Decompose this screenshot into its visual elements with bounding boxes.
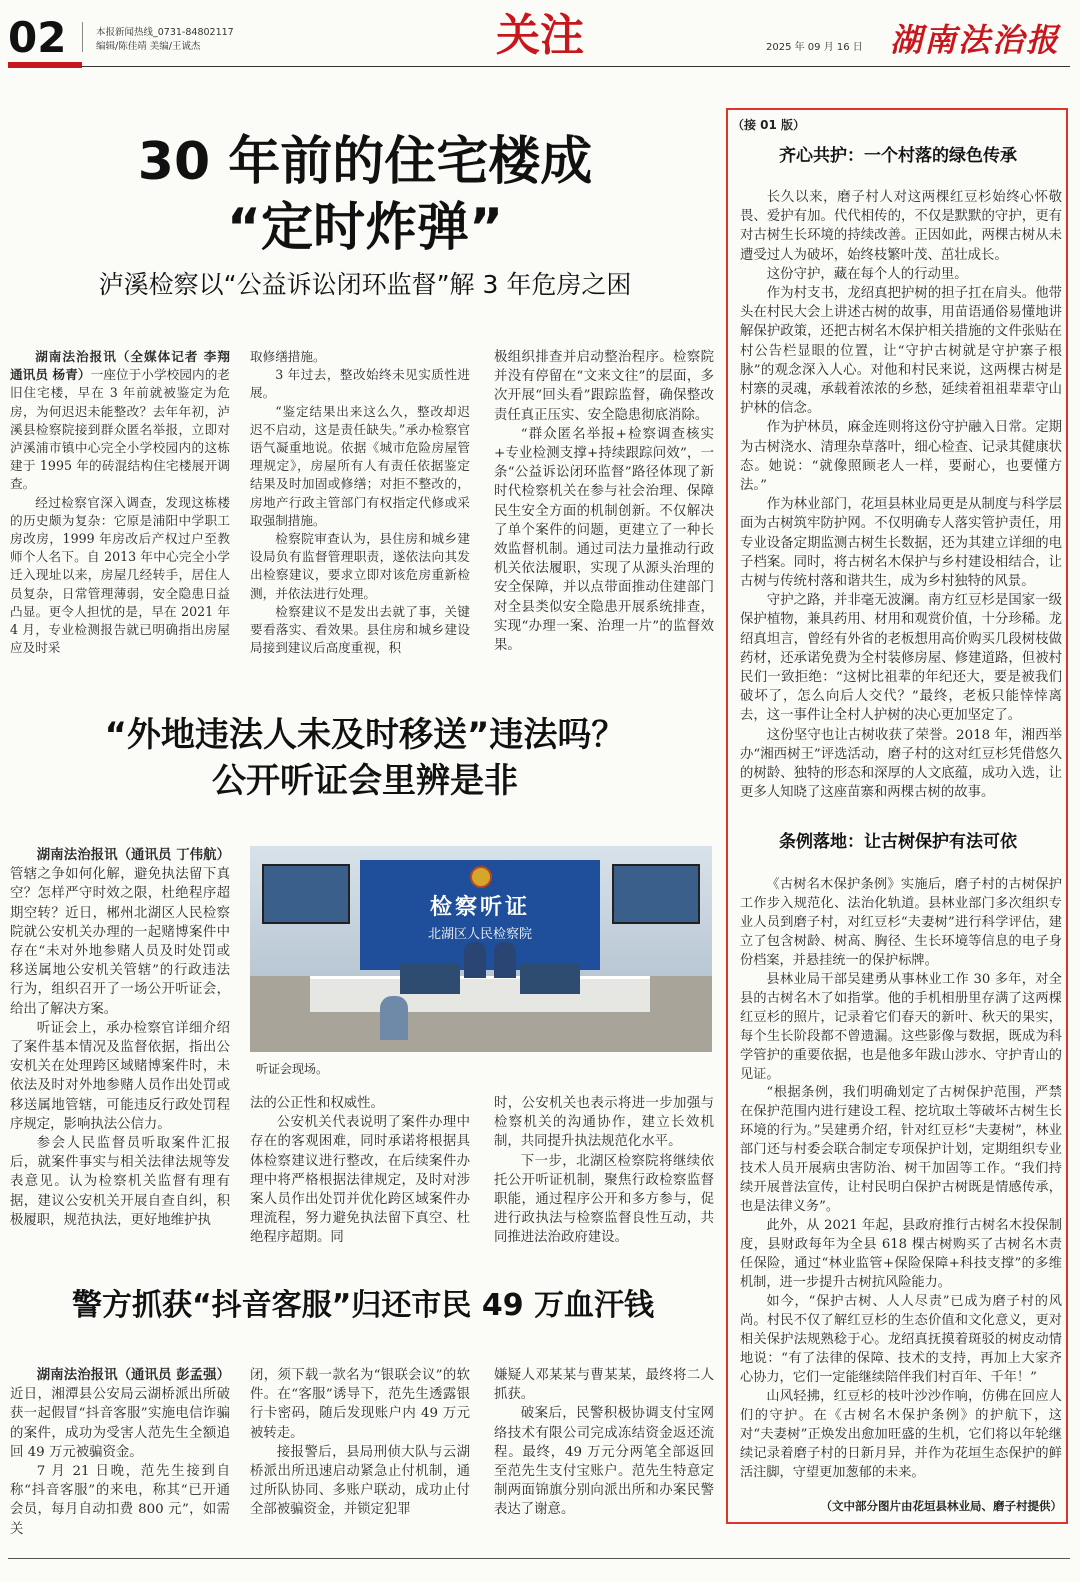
- photo-caption: 听证会现场。: [256, 1062, 329, 1076]
- sidebar-paragraph: 山风轻拂，红豆杉的枝叶沙沙作响，仿佛在回应人们的守护。在《古树名木保护条例》的护航下，这对“夫妻树”正焕发出愈加旺盛的生机，它们将以年轮继续记录着磨子村的日新月异，并作为花垣生态保护的鲜活注脚，守望更加葱郁的未来。: [740, 1388, 1062, 1480]
- emblem-icon: [470, 866, 492, 888]
- article1-paragraph: 一座位于小学校园内的老旧住宅楼，早在 3 年前就被鉴定为危房，为何迟迟未能整改？去年年初，泸溪县检察院接到群众匿名举报，立即对泸溪浦市镇中心完全小学校园内的这栋建于 1995 年的砖混结构住宅楼展开调查。: [10, 367, 231, 492]
- article1-column-1: [10, 348, 230, 657]
- article3-paragraph: 闭，须下载一款名为“银联会议”的软件。在“客服”诱导下，范先生透露银行卡密码，随后发现账户内 49 万元被转走。: [250, 1368, 470, 1441]
- article1-paragraph: 检察院审查认为，县住房和城乡建设局负有监督管理职责，遂依法向其发出检察建议，要求立即对该危房重新检测，并依法进行处理。: [250, 531, 470, 601]
- sidebar-paragraph: 长久以来，磨子村人对这两棵红豆杉始终心怀敬畏、爱护有加。代代相传的，不仅是默默的守护，更有对古树生长环境的持续改善。正因如此，两棵古树从未遭受过人为破坏，始终枝繁叶茂、茁壮成长。: [740, 190, 1062, 263]
- sidebar-paragraph: 作为护林员，麻金连则将这份守护融入日常。定期为古树浇水、清理杂草落叶，细心检查、记录其健康状态。她说：“就像照顾老人一样，要耐心，也要懂方法。”: [740, 420, 1062, 494]
- sidebar-section-1: [740, 188, 1062, 803]
- article1-paragraph: 取修缮措施。: [250, 349, 326, 364]
- photo-person: [464, 942, 486, 978]
- hearing-photo: [250, 846, 712, 1052]
- page-number: 02: [8, 13, 67, 62]
- masthead-divider: [82, 22, 83, 52]
- article3-column-3: [494, 1366, 714, 1520]
- article2-paragraph: 参会人民监督员听取案件汇报后，就案件事实与相关法律法规等发表意见。认为检察机关监督有理有据，建议公安机关开展自查自纠，积极履职，规范执法，更好地维护执: [10, 1136, 230, 1228]
- article3-column-2: [250, 1366, 470, 1520]
- sidebar-paragraph: “根据条例，我们明确划定了古树保护范围，严禁在保护范围内进行建设工程、挖坑取土等破坏古树生长环境的行为。”吴建勇介绍，针对红豆杉“夫妻树”，林业部门还与村委会联合制定专项保护计划，定期组织专业技术人员开展病虫害防治、树干加固等工作。“我们持续开展普法宣传，让村民明白保护古树既是情感传承，也是法律义务”。: [740, 1085, 1062, 1215]
- article1-paragraph: 3 年过去，整改始终未见实质性进展。: [250, 367, 470, 401]
- article1-paragraph: 检察建议不是发出去就了事，关键要看落实、看效果。县住房和城乡建设局接到建议后高度重视，积: [250, 603, 470, 656]
- article1-column-2: [250, 348, 470, 657]
- article1-paragraph: 经过检察官深入调查，发现这栋楼的历史颇为复杂：它原是浦阳中学职工房改房，1999 年房改后产权过户至教师个人名下。自 2013 年中心完全小学迁入现址以来，房屋几经转手，居住人员复杂，日常管理薄弱，安全隐患日益凸显。更令人担忧的是，早在 2021 年 4 月，专业检测报告就已明确指出房屋应及时采: [10, 494, 230, 656]
- sidebar-paragraph: 如今，“保护古树、人人尽责”已成为磨子村的风尚。村民不仅了解红豆杉的生态价值和文化意义，更对相关保护法规熟稔于心。龙绍真抚摸着斑驳的树皮动情地说：“有了法律的保障、技术的支持，再加上大家齐心协力，它们一定能继续陪伴我们村百年、千年！”: [740, 1293, 1062, 1385]
- article2-column-2: [250, 1094, 470, 1248]
- continued-label: （接 01 版）: [732, 118, 806, 132]
- sidebar-paragraph: 作为林业部门，花垣县林业局更是从制度与科学层面为古树筑牢防护网。不仅明确专人落实管护责任，用专业设备定期监测古树生长数据，还为其建立详细的电子档案。同时，将古树名木保护与乡村建设相结合，让古树与传统村落和谐共生，成为乡村独特的风景。: [740, 497, 1062, 590]
- photo-screen-right: [612, 864, 700, 924]
- photo-person: [380, 996, 408, 1040]
- article1-paragraph: “群众匿名举报+检察调查核实+专业检测支撑+持续跟踪问效”，一条“公益诉讼闭环监督”路径体现了新时代检察机关在参与社会治理、保障民生安全方面的机制创新。不仅解决了单个案件的问题，更建立了一种长效监督机制。通过司法力量推动行政机关依法履职，实现了从源头治理的安全保障，并以点带面推动住建部门对全县类似安全隐患开展系统排查，实现“办理一案、治理一片”的监督效果。: [494, 426, 714, 654]
- photo-sign: 检察听证: [429, 895, 530, 920]
- article2-paragraph: 公安机关代表说明了案件办理中存在的客观困难，同时承诺将根据具体检察建议进行整改，在后续案件办理中将严格根据法律规定，及时对涉案人员作出处罚并优化跨区域案件办理流程，努力避免执法留下真空、杜绝程序超期。同: [250, 1115, 470, 1246]
- article1-paragraph: 极组织排查并启动整治程序。检察院并没有停留在“文来文往”的层面，多次开展“回头看”跟踪监督，确保整改责任真正压实、安全隐患彻底消除。: [494, 350, 714, 423]
- article1-byline: 湖南法治报讯（全媒体记者 李翔 通讯员 杨青）: [10, 349, 230, 383]
- page-bottom-rule: [8, 1558, 1070, 1559]
- sidebar-paragraph: 这份守护，藏在每个人的行动里。: [766, 266, 968, 282]
- sidebar-heading-1: 齐心共护：一个村落的绿色传承: [779, 146, 1017, 166]
- photo-table: [310, 976, 650, 1012]
- sidebar-paragraph: 这份坚守也让古树收获了荣誉。2018 年，湘西举办“湘西树王”评选活动，磨子村的这对红豆杉凭借悠久的树龄、独特的形态和深厚的人文底蕴，成功入选，让更多人知晓了这座苗寨和两棵古树的故事。: [740, 727, 1062, 801]
- article2-headline-line1: “外地违法人未及时移送”违法吗？: [104, 715, 626, 755]
- article1-headline-line2: “定时炸弹”: [226, 198, 504, 258]
- sidebar-paragraph: 县林业局干部吴建勇从事林业工作 30 多年，对全县的古树名木了如指掌。他的手机相册里存满了这两棵红豆杉的照片，记录着它们春天的新叶、秋天的果实，每个生长阶段都不曾遗漏。这些影像与数据，既成为科学管护的重要依据，也是他多年跋山涉水、守护青山的见证。: [740, 971, 1062, 1082]
- article2-paragraph: 听证会上，承办检察官详细介绍了案件基本情况及监督依据，指出公安机关在处理跨区域赌博案件时，未依法及时对外地参赌人员作出处罚或移送属地管辖，可能违反行政处罚程序规定，影响执法公信力。: [10, 1020, 230, 1132]
- photo-monitors: [520, 964, 580, 994]
- paper-name-logo: 湖南法治报: [890, 21, 1061, 59]
- article2-paragraph: 时，公安机关也表示将进一步加强与检察机关的沟通协作，建立长效机制，共同提升执法规范化水平。: [494, 1096, 714, 1150]
- section-title: 关注: [496, 10, 584, 61]
- article3-paragraph: 嫌疑人邓某某与曹某某，最终将二人抓获。: [494, 1368, 714, 1403]
- article2-headline-line2: 公开听证会里辨是非: [212, 761, 518, 801]
- article3-paragraph: 接报警后，县局刑侦大队与云湖桥派出所迅速启动紧急止付机制，通过所队协同、多账户联动，成功止付全部被骗资金，并锁定犯罪: [250, 1444, 470, 1518]
- article2-column-1: [10, 846, 230, 1230]
- article3-paragraph: 破案后，民警积极协调支付宝网络技术有限公司完成冻结资金返还流程。最终，49 万元分两笔全部返回至范先生支付宝账户。范先生特意定制两面锦旗分别向派出所和办案民警表达了谢意。: [494, 1406, 714, 1518]
- article2-byline: 湖南法治报讯（通讯员 丁伟航）: [36, 848, 230, 863]
- photo-subsign: 北湖区人民检察院: [427, 927, 532, 942]
- article1-headline-line1: 30 年前的住宅楼成: [137, 132, 593, 192]
- masthead-rule: [82, 66, 1070, 67]
- article3-byline: 湖南法治报讯（通讯员 彭孟强）: [36, 1368, 230, 1383]
- article1-paragraph: “鉴定结果出来这么久，整改却迟迟不启动，这是责任缺失。”承办检察官语气凝重地说。依据《城市危险房屋管理规定》，房屋所有人有责任依据鉴定结果及时加固或修缮；对拒不整改的，房地产行政主管部门有权指定代修或采取强制措施。: [250, 403, 470, 528]
- article1-subheadline: 泸溪检察以“公益诉讼闭环监督”解 3 年危房之困: [98, 270, 632, 299]
- photo-screen: [262, 864, 350, 924]
- sidebar-paragraph: 此外，从 2021 年起，县政府推行古树名木投保制度，县财政每年为全县 618 棵古树购买了古树名木责任保险，通过“林业监管+保险保障+科技支撑”的多维机制，进一步提升古树抗风险能力。: [740, 1218, 1062, 1291]
- article3-paragraph: 近日，湘潭县公安局云湖桥派出所破获一起假冒“抖音客服”实施电信诈骗的案件，成功为受害人范先生全额追回 49 万元被骗资金。: [10, 1387, 230, 1460]
- sidebar-paragraph: 守护之路，并非毫无波澜。南方红豆杉是国家一级保护植物，兼具药用、材用和观赏价值，十分珍稀。龙绍真坦言，曾经有外省的老板想用高价购买几段树枝做药材，还承诺免费为全村装修房屋、修建道路，但被村民们一致拒绝：“这树比祖辈的年纪还大，要是被我们破坏了，怎么向后人交代？”最终，老板只能悻悻离去，这一事件让全村人护树的决心更加坚定了。: [740, 593, 1062, 724]
- article2-column-3: [494, 1094, 714, 1248]
- hotline: 本报新闻热线_0731-84802117: [96, 27, 234, 38]
- masthead-rule-red: [8, 62, 82, 68]
- photo-credit: （文中部分图片由花垣县林业局、磨子村提供）: [820, 1499, 1062, 1513]
- article2-paragraph: 管辖之争如何化解，避免执法留下真空？怎样严守时效之限，杜绝程序超期空转？近日，郴州北湖区人民检察院就公安机关办理的一起赌博案件中存在“未对外地参赌人员及时处罚或移送属地公安机关管辖”的行政违法行为，组织召开了一场公开听证会，给出了解决方案。: [10, 867, 230, 1017]
- photo-monitors: [400, 964, 460, 994]
- sidebar-paragraph: 《古树名木保护条例》实施后，磨子村的古树保护工作步入规范化、法治化轨道。县林业部门多次组织专业人员到磨子村，对红豆杉“夫妻树”进行科学评估，建立了包含树龄、树高、胸径、生长环境等信息的电子身份档案，并悬挂统一的保护标牌。: [740, 877, 1062, 968]
- issue-date: 2025 年 09 月 16 日: [766, 42, 863, 53]
- article1-column-3: [494, 348, 714, 655]
- article2-paragraph: 下一步，北湖区检察院将继续依托公开听证机制，聚焦行政检察监督职能，通过程序公开和多方参与，促进行政执法与检察监督良性互动，共同推进法治政府建设。: [494, 1153, 714, 1246]
- sidebar-section-2: [740, 876, 1062, 1483]
- editors: 编辑/陈佳靖 美编/王诚杰: [96, 41, 201, 52]
- photo-person: [494, 942, 516, 978]
- article2-paragraph: 法的公正性和权威性。: [250, 1096, 384, 1111]
- article3-headline: 警方抓获“抖音客服”归还市民 49 万血汗钱: [71, 1288, 655, 1323]
- sidebar-paragraph: 作为村支书，龙绍真把护树的担子扛在肩头。他带头在村民大会上讲述古树的故事，用苗语通俗易懂地讲解保护政策，还把古树名木保护相关措施的文件张贴在村公告栏显眼的位置，让“守护古树就是守护寨子根脉”的观念深入人心。对他和村民来说，这两棵古树是村寨的灵魂，承载着浓浓的乡愁，延续着祖祖辈辈守山护林的信念。: [740, 286, 1062, 417]
- article3-paragraph: 7 月 21 日晚，范先生接到自称“抖音客服”的来电，称其“已开通会员，每月自动扣费 800 元”，如需关: [10, 1464, 230, 1537]
- sidebar-heading-2: 条例落地：让古树保护有法可依: [779, 832, 1017, 852]
- article3-column-1: [10, 1366, 230, 1539]
